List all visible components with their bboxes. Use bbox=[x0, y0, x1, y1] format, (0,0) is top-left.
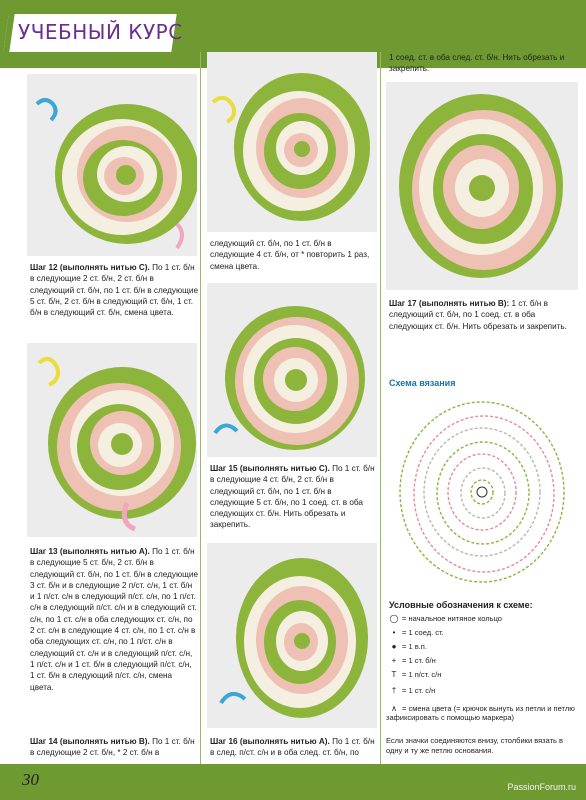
step-16-title: Шаг 16 (выполнять нитью А). bbox=[210, 737, 330, 746]
step-16-continued: 1 соед. ст. в оба след. ст. б/н. Нить обрезать и закрепить. bbox=[389, 53, 565, 74]
photo-step-17 bbox=[386, 82, 578, 290]
step-13-text bbox=[30, 546, 198, 693]
step-14-text bbox=[30, 736, 198, 759]
legend-symbol: + bbox=[391, 656, 397, 665]
column-divider bbox=[380, 52, 381, 764]
legend-label: = 1 ст. б/н bbox=[402, 656, 436, 665]
crochet-spiral-image bbox=[207, 543, 377, 728]
legend-label: = 1 соед. ст. bbox=[402, 628, 444, 637]
legend-label: = 1 ст. с/н bbox=[402, 686, 436, 695]
step-13-title: Шаг 13 (выполнять нитью А). bbox=[30, 547, 150, 556]
step-16-text bbox=[210, 736, 376, 759]
photo-step-12 bbox=[27, 74, 197, 256]
legend-label: = начальное нитяное кольцо bbox=[402, 614, 502, 623]
crochet-spiral-image bbox=[207, 52, 377, 232]
legend-symbol: ● bbox=[391, 642, 397, 651]
page-number: 30 bbox=[22, 770, 39, 789]
legend-label: = смена цвета (= крючок вынуть из петли и петлю зафиксировать с помощью маркера) bbox=[386, 704, 575, 722]
step-16-body: По 1 ст. б/н в след. п/ст. с/н и в оба след. ст. б/н, по bbox=[210, 737, 375, 758]
step-17-text bbox=[389, 298, 575, 332]
column-divider bbox=[200, 52, 201, 764]
step-14-body: По 1 ст. б/н в следующие 2 ст. б/н, * 2 ст. б/н в bbox=[30, 737, 195, 758]
step-13-body: По 1 ст. б/н в следующие 5 ст. б/н, 2 ст. б/н в следующий ст. б/н, по 1 ст. б/н в следующие 3 ст. б/н и в следующие 2 п/ст. с/н, 1 ст. б/н и 1 п/ст. с/н в следующий п/ст. с/н, по 1 п/ст. с/н в следующий п/ст. с/н и в следующий ст. с/н, по 1 ст. с/н в оба следующих ст. с/н, по 2 ст. с/н в следующие 4 ст. с/н, по 1 ст. с/н в оба следующих ст. с/н, по 1 п/ст. с/н в следующий ст. с/н и в следующий п/ст. с/н, 1 п/ст. с/н и 1 ст. б/н в следующий п/ст. с/н, 1 ст. б/н в следующий п/ст. с/н, смена цвета. bbox=[30, 547, 199, 692]
crochet-spiral-image bbox=[27, 74, 197, 256]
legend-item bbox=[386, 686, 576, 695]
legend-item bbox=[386, 642, 576, 651]
step-14-title: Шаг 14 (выполнять нитью В). bbox=[30, 737, 150, 746]
legend-title: Условные обозначения к схеме: bbox=[389, 600, 533, 610]
crochet-spiral-image bbox=[386, 82, 578, 290]
step-17-body: 1 ст. б/н в следующий ст. б/н, по 1 соед. ст. в оба следующих ст. б/н. Нить обрезать и закрепить. bbox=[389, 299, 567, 331]
legend-symbol: ∧ bbox=[391, 704, 397, 713]
photo-step-13 bbox=[27, 343, 197, 537]
step-14-continued: следующий ст. б/н, по 1 ст. б/н в следующие 4 ст. б/н, от * повторить 1 раз, смена цвета. bbox=[210, 239, 370, 271]
crochet-spiral-image bbox=[207, 283, 377, 457]
step-12-title: Шаг 12 (выполнять нитью С). bbox=[30, 263, 150, 272]
legend-item bbox=[386, 670, 576, 679]
legend-item bbox=[386, 704, 576, 722]
step-12-body: По 1 ст. б/н в следующие 2 ст. б/н, 2 ст. б/н в следующий ст. б/н, по 1 ст. б/н в следующие 5 ст. б/н, 2 ст. б/н в следующий ст. б/н, 1 ст. б/н в следующий ст. б/н, смена цвета. bbox=[30, 263, 199, 318]
photo-step-14 bbox=[207, 52, 377, 232]
legend-item bbox=[386, 628, 576, 637]
footer-band bbox=[0, 764, 586, 800]
scheme-title: Схема вязания bbox=[389, 378, 456, 388]
page-section-title: УЧЕБНЫЙ КУРС bbox=[18, 20, 183, 44]
photo-step-16 bbox=[207, 543, 377, 728]
scheme-note: Если значки соединяются внизу, столбики вязать в одну и ту же петлю основания. bbox=[386, 736, 564, 755]
crochet-spiral-image bbox=[27, 343, 197, 537]
legend-item bbox=[386, 614, 576, 623]
legend-symbol: Т bbox=[391, 670, 397, 679]
legend-label: = 1 п/ст. с/н bbox=[402, 670, 442, 679]
step-15-text bbox=[210, 463, 376, 531]
legend-label: = 1 в.п. bbox=[402, 642, 427, 651]
step-17-title: Шаг 17 (выполнять нитью В): bbox=[389, 299, 510, 308]
legend-symbol: ◯ bbox=[389, 614, 399, 623]
legend-symbol: † bbox=[391, 686, 397, 695]
legend-item bbox=[386, 656, 576, 665]
step-15-title: Шаг 15 (выполнять нитью С). bbox=[210, 464, 330, 473]
watermark: PassionForum.ru bbox=[507, 782, 576, 792]
step-12-text bbox=[30, 262, 198, 318]
photo-step-15 bbox=[207, 283, 377, 457]
legend-symbol: • bbox=[392, 628, 396, 637]
step-15-body: По 1 ст. б/н в следующие 4 ст. б/н, 2 ст. б/н в следующий ст. б/н, по 1 ст. б/н в следующие 5 ст. б/н, по 1 соед. ст. в оба следующих ст. б/н. Нить обрезать и закрепить. bbox=[210, 464, 375, 530]
crochet-chart bbox=[392, 392, 578, 592]
